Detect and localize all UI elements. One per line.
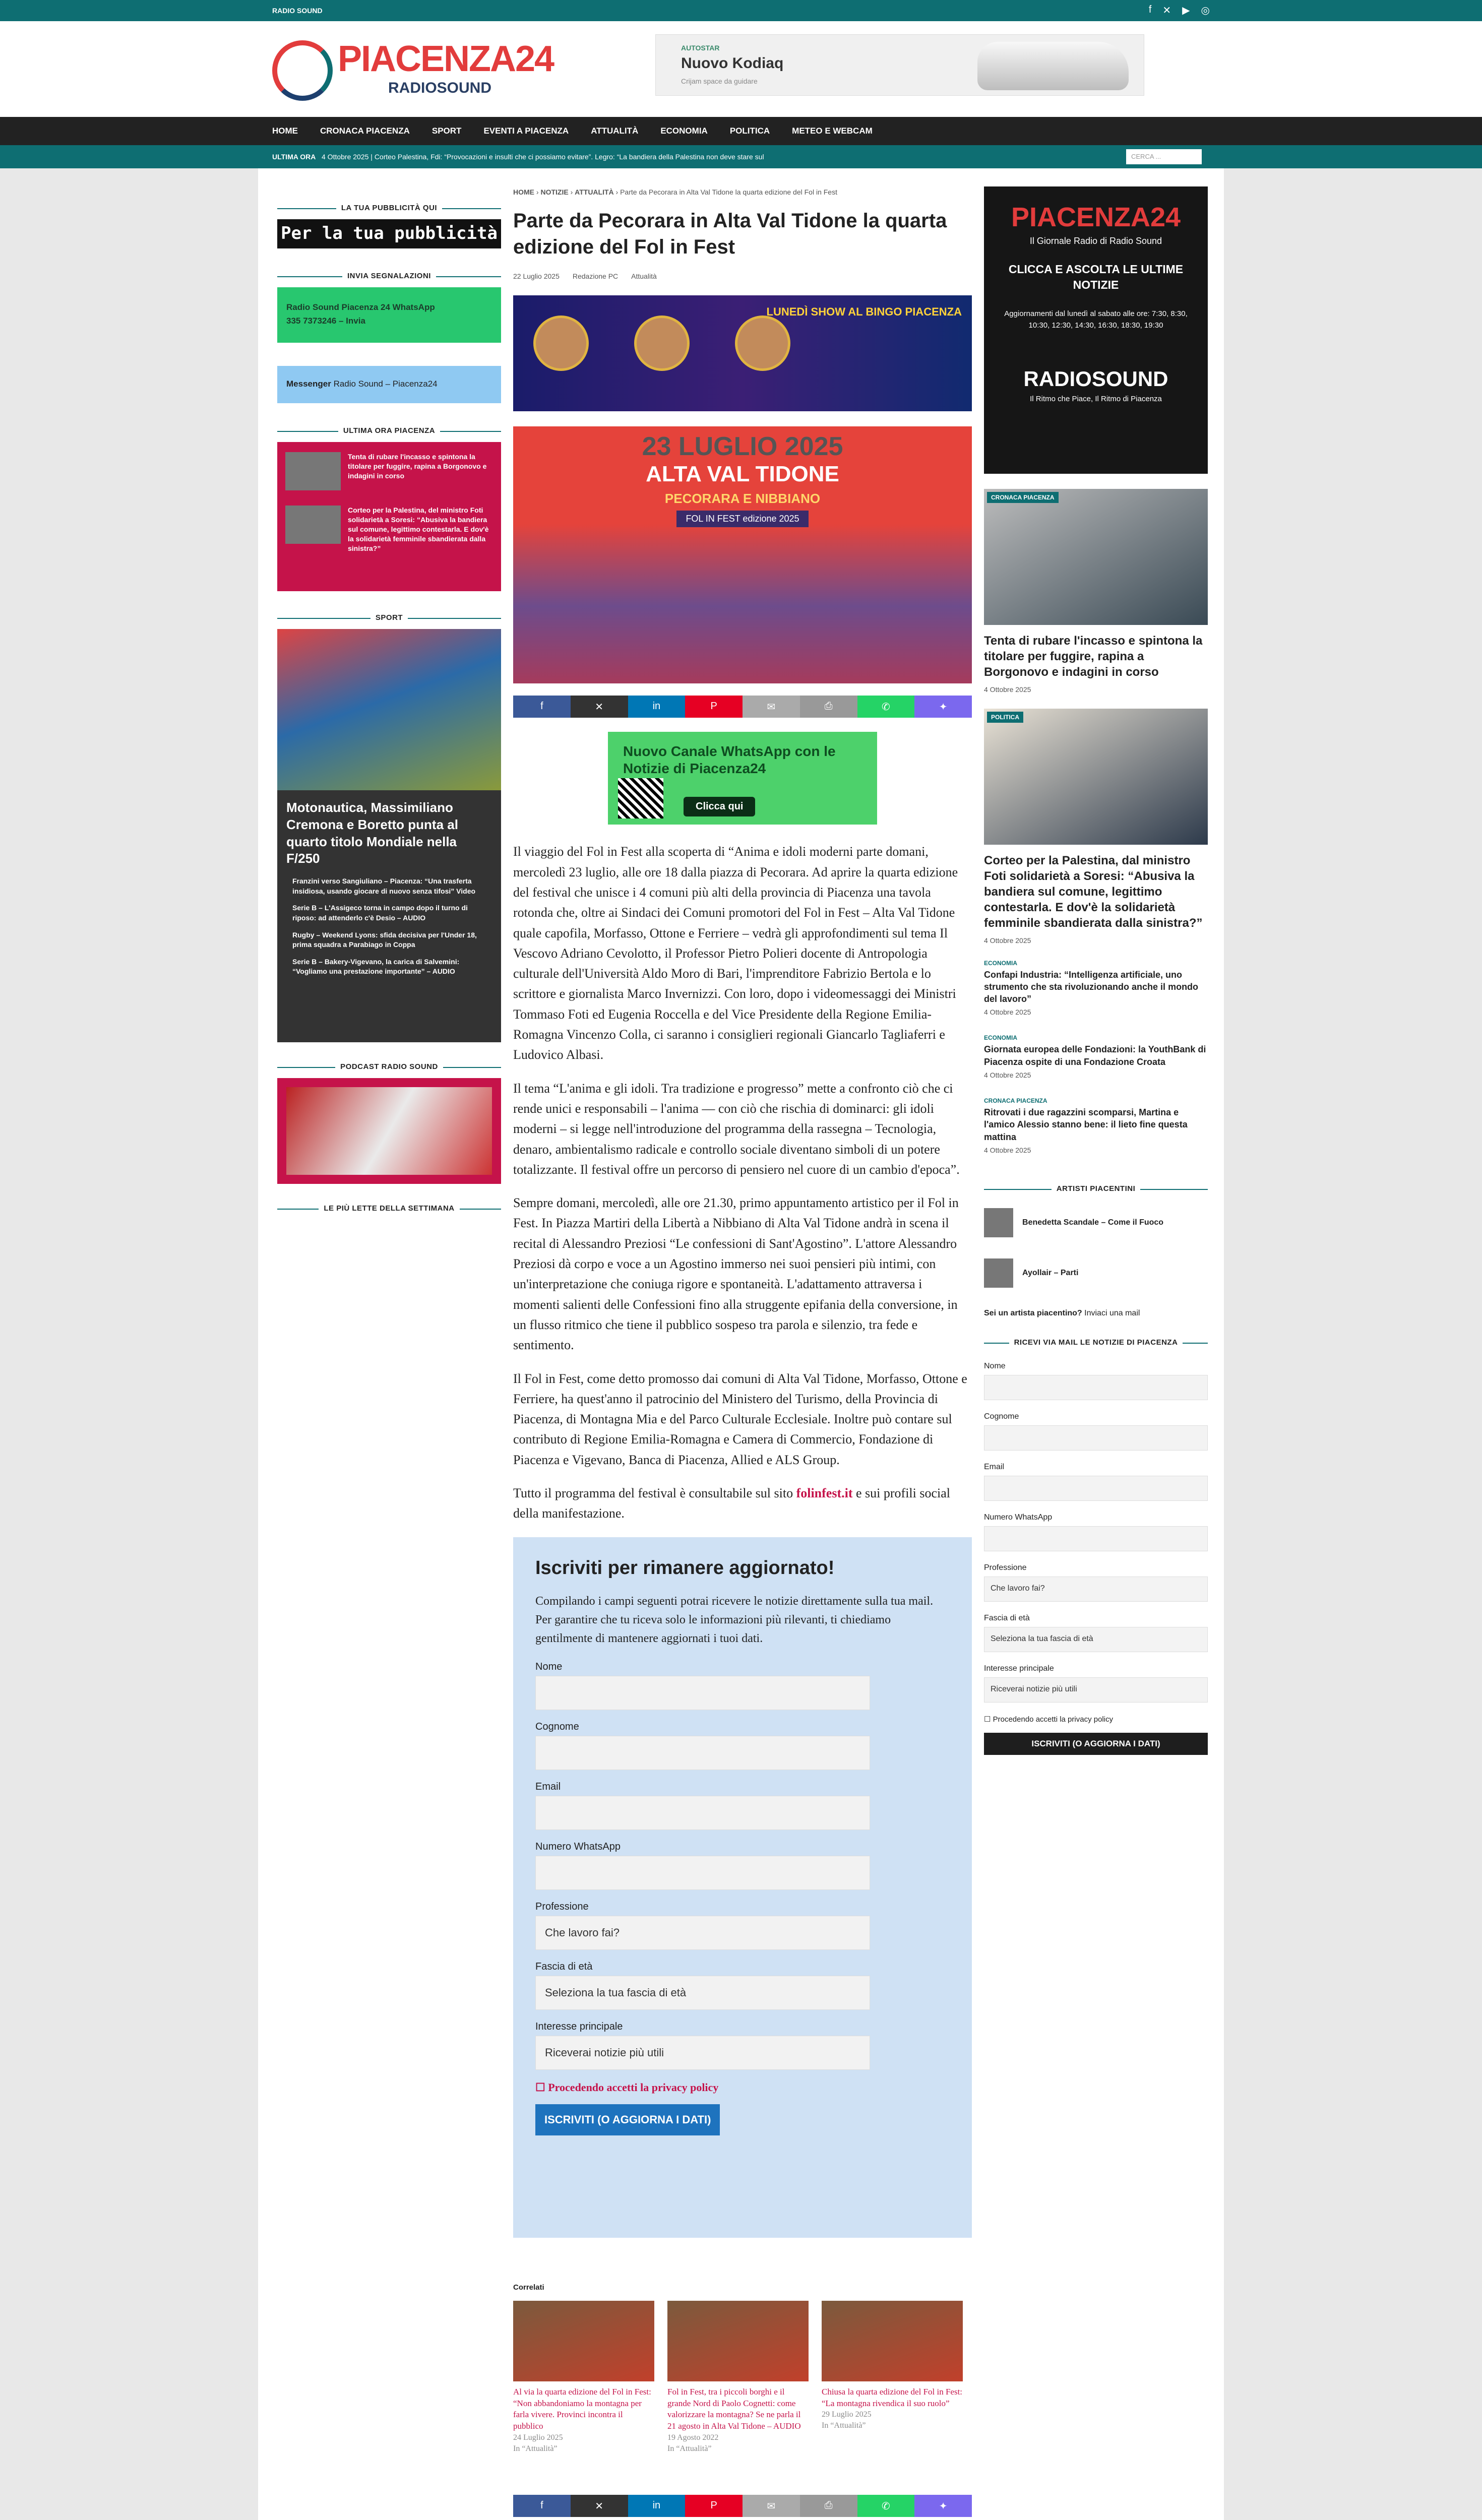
field-label: Fascia di età [535, 1961, 593, 1973]
whatsapp-field[interactable] [535, 1856, 870, 1890]
list-item[interactable]: Serie B – Bakery-Vigevano, la carica di Salvemini: “Vogliamo una prestazione importante” – AUDIO [292, 957, 460, 976]
field-label: Interesse principale [535, 2021, 623, 2033]
crumb-attualita[interactable]: ATTUALITÀ [575, 188, 614, 196]
article-category[interactable]: Attualità [631, 272, 657, 281]
poster-location: ALTA VAL TIDONE [646, 462, 839, 487]
thumbnail [513, 2301, 654, 2381]
nav-economia[interactable]: ECONOMIA [660, 126, 708, 136]
nav-eventi[interactable]: EVENTI A PIACENZA [483, 126, 569, 136]
whatsapp-share-icon[interactable]: ✆ [857, 2495, 915, 2517]
subscribe-button[interactable]: ISCRIVITI (O AGGIORNA I DATI) [984, 1733, 1208, 1755]
article-date: 22 Luglio 2025 [513, 272, 560, 281]
newsletter-form [513, 1537, 972, 2238]
crumb-notizie[interactable]: NOTIZIE [540, 188, 569, 196]
newsletter-intro: Compilando i campi seguenti potrai ricevere le notizie direttamente sulla tua mail. Per garantire che tu riceva solo le informazioni più rilevanti, ti chiediamo gentilmente di mantenere aggiornati i tuoi dati. [535, 1594, 934, 1645]
artist-item[interactable]: Benedetta Scandale – Come il Fuoco [984, 1208, 1208, 1237]
nav-cronaca[interactable]: CRONACA PIACENZA [320, 126, 410, 136]
email-share-icon[interactable]: ✉ [743, 696, 800, 718]
whatsapp-field[interactable] [984, 1526, 1208, 1551]
page-title: Parte da Pecorara in Alta Val Tidone la quarta edizione del Fol in Fest [513, 210, 947, 259]
field-label: Cognome [984, 1412, 1019, 1421]
messenger-share-icon[interactable]: ✦ [914, 696, 972, 718]
widget-title: PODCAST RADIO SOUND [277, 1062, 501, 1071]
promo-button[interactable]: Clicca qui [684, 797, 755, 816]
facebook-share-icon[interactable]: f [513, 696, 571, 718]
promo-name: PIACENZA24 [1011, 202, 1181, 232]
news-item[interactable]: CRONACA PIACENZA Ritrovati i due ragazzini scomparsi, Martina e l'amico Alessio stanno bene: il lieto fine questa mattina 4 Ottobre 2025 [984, 1097, 1188, 1154]
podcast-banner[interactable] [277, 1078, 501, 1184]
news-card[interactable] [984, 489, 1208, 694]
logo-ring-icon [272, 40, 333, 101]
logo-sub: RADIOSOUND [388, 80, 492, 96]
x-share-icon[interactable]: ✕ [571, 696, 628, 718]
nav-home[interactable]: HOME [272, 126, 298, 136]
related-title: Correlati [513, 2283, 544, 2292]
page-content [258, 168, 1224, 2520]
top-bar-label: RADIO SOUND [272, 7, 323, 15]
paragraph: Sempre domani, mercoledì, alle ore 21.30, primo appuntamento artistico per il Fol in Fest. In Piazza Martiri della Libertà a Nibbiano di Alta Val Tidone andrà in scena il recital di Alessandro Preziosi “Le confessioni di Sant'Agostino”. L'attore Alessandro Preziosi dà corpo e voce a un Agostino immerso nei suoi pensieri più intimi, con un'interpretazione che coniuga rigore e spontaneità. L'adattamento attraversa i momenti salienti delle Confessioni fino alla struggente epifania della conversione, in un flusso ritmico che tiene il pubblico sospeso tra parola e silenzio, tra fede e sentimento. [513, 1195, 959, 1353]
news-title: Corteo per la Palestina, dal ministro Foti solidarietà a Soresi: “Abusiva la bandiera sul comune, legittimo contestarla. E dov'è la solidarietà femminile sbandierata dalla sinistra?” [984, 853, 1203, 930]
news-item[interactable]: ECONOMIA Confapi Industria: “Intelligenza artificiale, uno strumento che sta rivoluzionando anche il mondo del lavoro” 4 Ottobre 2025 [984, 959, 1199, 1017]
field-label: Professione [535, 1901, 589, 1913]
list-item[interactable]: Corteo per la Palestina, del ministro Foti solidarietà a Soresi: “Abusiva la bandiera sul comune, legittimo contestarla. E dov'è la solidarietà femminile sbandierata dalla sinistra?” [285, 506, 493, 553]
nav-politica[interactable]: POLITICA [729, 126, 770, 136]
header-ad-banner[interactable] [655, 34, 1144, 96]
interest-select[interactable]: Riceverai notizie più utili [535, 2036, 870, 2070]
field-label: Cognome [535, 1721, 579, 1733]
list-item[interactable]: Serie B – L'Assigeco torna in campo dopo il turno di riposo: ad attenderlo c'è Desio – AUDIO [292, 904, 468, 922]
x-icon[interactable]: ✕ [1162, 5, 1171, 16]
ad-tag: Crijam space da guidare [681, 77, 758, 85]
widget-title: RICEVI VIA MAIL LE NOTIZIE DI PIACENZA [984, 1338, 1208, 1347]
news-ticker [0, 145, 1482, 168]
widget-title: LE PIÙ LETTE DELLA SETTIMANA [277, 1204, 501, 1213]
avatar [634, 316, 690, 371]
email-field[interactable] [984, 1476, 1208, 1501]
field-label: Email [535, 1781, 561, 1793]
related-posts [513, 2301, 972, 2454]
age-select[interactable]: Seleziona la tua fascia di età [984, 1627, 1208, 1652]
age-select[interactable]: Seleziona la tua fascia di età [535, 1976, 870, 2010]
site-header [0, 21, 1482, 117]
ad-model: Nuovo Kodiaq [681, 55, 784, 72]
news-date: 4 Ottobre 2025 [984, 685, 1031, 694]
ticker-label: ULTIMA ORA [272, 153, 316, 161]
main-article [513, 186, 972, 2520]
news-title: Tenta di rubare l'incasso e spintona la titolare per fuggire, rapina a Borgonovo e indagini in corso [984, 634, 1203, 679]
sport-box [277, 629, 501, 1042]
main-nav [0, 117, 1482, 145]
field-label: Professione [984, 1563, 1027, 1572]
poster-places: PECORARA E NIBBIANO [664, 491, 821, 507]
crumb-current: Parte da Pecorara in Alta Val Tidone la quarta edizione del Fol in Fest [620, 188, 837, 196]
widget-title: ARTISTI PIACENTINI [984, 1184, 1208, 1193]
paragraph: Il Fol in Fest, come detto promosso dai comuni di Alta Val Tidone, Morfasso, Ottone e Ferriere, ha quest'anno il patrocinio del Ministero del Turismo, della Provincia di Piacenza, di Montagna Mia e del Parco Culturale Ecclesiale. Inoltre può contare sul contributo di Regione Emilia-Romagna e Camera di Commercio, Fondazione di Piacenza e Vigevano, Banca di Piacenza, Allied e ALS Group. [513, 1371, 967, 1467]
category-badge: POLITICA [987, 712, 1023, 723]
related-item[interactable]: Al via la quarta edizione del Fol in Fest: “Non abbandoniamo la montagna per farla vivere. Provinci incontra il pubblico 24 Luglio 2025 In “Attualità” [513, 2301, 654, 2454]
field-label: Email [984, 1462, 1005, 1471]
email-share-icon[interactable]: ✉ [743, 2495, 800, 2517]
right-sidebar [984, 186, 1208, 1755]
article-meta [513, 272, 972, 280]
news-card[interactable] [984, 709, 1208, 944]
artist-item[interactable]: Ayollair – Parti [984, 1258, 1208, 1288]
bingo-ad-banner[interactable] [513, 295, 972, 411]
thumbnail [822, 2301, 963, 2381]
paragraph: Il viaggio del Fol in Fest alla scoperta di “Anima e idoli moderni parte domani, mercoledì 23 luglio, alle ore 18 dalla piazza di Pecorara. Ad aprire la quarta edizione del festival che unisce i 4 comuni più alti della provincia di Piacenza una tavola rotonda che, oltre ai Sindaci dei Comuni promotori del Fol in Fest – Alta Val Tidone quale capofila, Morfasso, Ottone e Ferriere – vedrà gli approfondimenti sul tema Il Vescovo Adriano Cevolotto, il Professor Pietro Polieri docente di Antropologia culturale dell'Università Aldo Moro di Bari, l'imprenditore Fabrizio Bertola e lo scrittore e giornalista Marco Invernizzi. Con loro, dopo i videomessaggi dei Ministri Tommaso Foti ed Eugenia Roccella e del Vice Presidente della Regione Emilia-Romagna Vincenzo Colla, ci saranno i consiglieri regionali Giancarlo Tagliaferri e Ludovico Albasi. [513, 844, 958, 1062]
privacy-checkbox[interactable]: ☐ Procedendo accetti la privacy policy [984, 1715, 1114, 1724]
thumbnail [984, 1208, 1013, 1237]
poster-fest: FOL IN FEST edizione 2025 [676, 511, 808, 527]
ad-banner[interactable]: Per la tua pubblicità [277, 219, 501, 248]
paragraph: Tutto il programma del festival è consultabile sul sito folinfest.it e sui profili social della manifestazione. [513, 1486, 951, 1521]
widget-title: SPORT [277, 613, 501, 622]
thumbnail [667, 2301, 809, 2381]
car-image [977, 42, 1129, 90]
privacy-checkbox[interactable]: ☐ Procedendo accetti la privacy policy [535, 2081, 719, 2094]
site-logo[interactable] [272, 35, 554, 106]
news-date: 4 Ottobre 2025 [984, 936, 1031, 944]
messenger-button[interactable]: Messenger Radio Sound – Piacenza24 [277, 366, 501, 403]
print-share-icon[interactable]: ⎙ [800, 696, 857, 718]
avatar [735, 316, 790, 371]
print-share-icon[interactable]: ⎙ [800, 2495, 857, 2517]
artist-invite: Sei un artista piacentino? Inviaci una mail [984, 1308, 1140, 1317]
radio-news-promo[interactable] [984, 186, 1208, 474]
related-item[interactable]: Fol in Fest, tra i piccoli borghi e il grande Nord di Paolo Cognetti: come valorizzare la montagna? Se ne parla il 21 agosto in Alta Val Tidone – AUDIO 19 Agosto 2022 In “Attualità” [667, 2301, 809, 2454]
avatar [533, 316, 589, 371]
list-item[interactable]: Tenta di rubare l'incasso e spintona la titolare per fuggire, rapina a Borgonovo e indagini in corso [285, 452, 493, 490]
field-label: Numero WhatsApp [984, 1513, 1053, 1522]
nav-sport[interactable]: SPORT [431, 126, 462, 136]
search-input[interactable]: CERCA ... [1126, 149, 1202, 164]
share-bar [513, 696, 972, 718]
list-item[interactable]: Rugby – Weekend Lyons: sfida decisiva per l'Under 18, prima squadra a Parabiago in Coppa [292, 930, 477, 949]
field-label: Fascia di età [984, 1613, 1030, 1622]
crumb-home[interactable]: HOME [513, 188, 534, 196]
article-body [513, 842, 972, 1524]
breadcrumb: HOME › NOTIZIE › ATTUALITÀ › Parte da Pecorara in Alta Val Tidone la quarta edizione del Fol in Fest [513, 188, 837, 196]
promo-schedule: Aggiornamenti dal lunedì al sabato alle ore: 7:30, 8:30, 10:30, 12:30, 14:30, 16:30, 18:30, 19:30 [1004, 309, 1188, 330]
artist-mail-link[interactable]: Inviaci una mail [1084, 1308, 1140, 1317]
qr-code-icon [618, 778, 663, 818]
field-label: Nome [984, 1361, 1006, 1370]
poster-date: 23 LUGLIO 2025 [642, 432, 843, 462]
subscribe-button[interactable]: ISCRIVITI (O AGGIORNA I DATI) [535, 2104, 720, 2135]
nav-meteo[interactable]: METEO E WEBCAM [792, 126, 873, 136]
thumbnail [285, 506, 341, 544]
widget-title: LA TUA PUBBLICITÀ QUI [277, 204, 501, 212]
promo-cta: CLICCA E ASCOLTA LE ULTIME NOTIZIE [1008, 263, 1184, 292]
whatsapp-share-icon[interactable]: ✆ [857, 696, 915, 718]
instagram-icon[interactable]: ◎ [1201, 5, 1210, 16]
field-label: Nome [535, 1661, 563, 1673]
category-badge: CRONACA PIACENZA [987, 492, 1059, 503]
ad-brand: AUTOSTAR [681, 44, 720, 52]
ticker-text[interactable]: 4 Ottobre 2025 | Corteo Palestina, Fdi: “Provocazioni e insulti che ci possiamo evitare”. Legro: “La bandiera della Palestina non deve stare sul [322, 153, 764, 161]
interest-select[interactable]: Riceverai notizie più utili [984, 1677, 1208, 1703]
linkedin-share-icon[interactable]: in [628, 2495, 686, 2517]
linkedin-share-icon[interactable]: in [628, 696, 686, 718]
youtube-icon[interactable]: ▶ [1182, 5, 1190, 16]
messenger-share-icon[interactable]: ✦ [914, 2495, 972, 2517]
promo-text: Nuovo Canale WhatsApp con le Notizie di Piacenza24 [623, 743, 836, 776]
list-item[interactable]: Franzini verso Sangiuliano – Piacenza: “Una trasferta insidiosa, usando giocare di nuovo senza tifosi” Video [292, 877, 476, 895]
promo-sub: Il Giornale Radio di Radio Sound [1029, 236, 1162, 246]
paragraph: Il tema “L'anima e gli idoli. Tra tradizione e progresso” mette a confronto ciò che ci rende unici e responsabili – l'anima — con ciò che rischia di dominarci: gli idoli moderni – si legge nell'introduzione del programma della rassegna – Tecnologia, denaro, ambientalismo radicale e controllo sociale diventano simboli di un potere totalizzante. Il festival offre un percorso di pensiero nel cuore di un cambio d'epoca”. [513, 1081, 960, 1177]
facebook-icon[interactable]: f [1148, 4, 1152, 15]
email-field[interactable] [535, 1796, 870, 1830]
folinfest-link[interactable]: folinfest.it [796, 1486, 853, 1500]
related-item[interactable]: Chiusa la quarta edizione del Fol in Fest: “La montagna rivendica il suo ruolo” 29 Luglio 2025 In “Attualità” [822, 2301, 963, 2454]
thumbnail [285, 452, 341, 490]
top-bar [0, 0, 1482, 21]
surname-field[interactable] [535, 1736, 870, 1770]
logo-name: PIACENZA24 [338, 39, 554, 79]
bingo-headline: LUNEDÌ SHOW AL BINGO PIACENZA [766, 305, 962, 319]
name-field[interactable] [535, 1676, 870, 1710]
pinterest-share-icon[interactable]: P [685, 2495, 743, 2517]
sport-headline[interactable]: Motonautica, Massimiliano Cremona e Boretto punta al quarto titolo Mondiale nella F/250 [286, 800, 458, 866]
news-item[interactable]: ECONOMIA Giornata europea delle Fondazioni: la YouthBank di Piacenza ospite di una Fondazione Croata 4 Ottobre 2025 [984, 1034, 1206, 1079]
news-image [984, 489, 1208, 625]
event-poster [513, 426, 972, 683]
news-image [984, 709, 1208, 845]
pinterest-share-icon[interactable]: P [685, 696, 743, 718]
profession-select[interactable]: Che lavoro fai? [984, 1577, 1208, 1602]
share-bar [513, 2495, 972, 2517]
left-sidebar [277, 204, 501, 1220]
surname-field[interactable] [984, 1425, 1208, 1451]
promo-tagline: Il Ritmo che Piace, Il Ritmo di Piacenza [1030, 394, 1162, 403]
widget-title: ULTIMA ORA PIACENZA [277, 426, 501, 435]
whatsapp-channel-promo[interactable] [608, 732, 877, 825]
field-label: Numero WhatsApp [535, 1841, 621, 1853]
profession-select[interactable]: Che lavoro fai? [535, 1916, 870, 1950]
field-label: Interesse principale [984, 1664, 1054, 1673]
article-author[interactable]: Redazione PC [572, 272, 619, 281]
ultima-ora-box [277, 442, 501, 591]
whatsapp-button[interactable]: Radio Sound Piacenza 24 WhatsApp 335 7373246 – Invia [277, 287, 501, 343]
nav-attualita[interactable]: ATTUALITÀ [591, 126, 639, 136]
widget-title: INVIA SEGNALAZIONI [277, 272, 501, 280]
promo-logo: RADIOSOUND [1023, 366, 1168, 391]
facebook-share-icon[interactable]: f [513, 2495, 571, 2517]
name-field[interactable] [984, 1375, 1208, 1400]
x-share-icon[interactable]: ✕ [571, 2495, 628, 2517]
sport-image[interactable] [277, 629, 501, 790]
thumbnail [984, 1258, 1013, 1288]
newsletter-title: Iscriviti per rimanere aggiornato! [535, 1557, 835, 1579]
